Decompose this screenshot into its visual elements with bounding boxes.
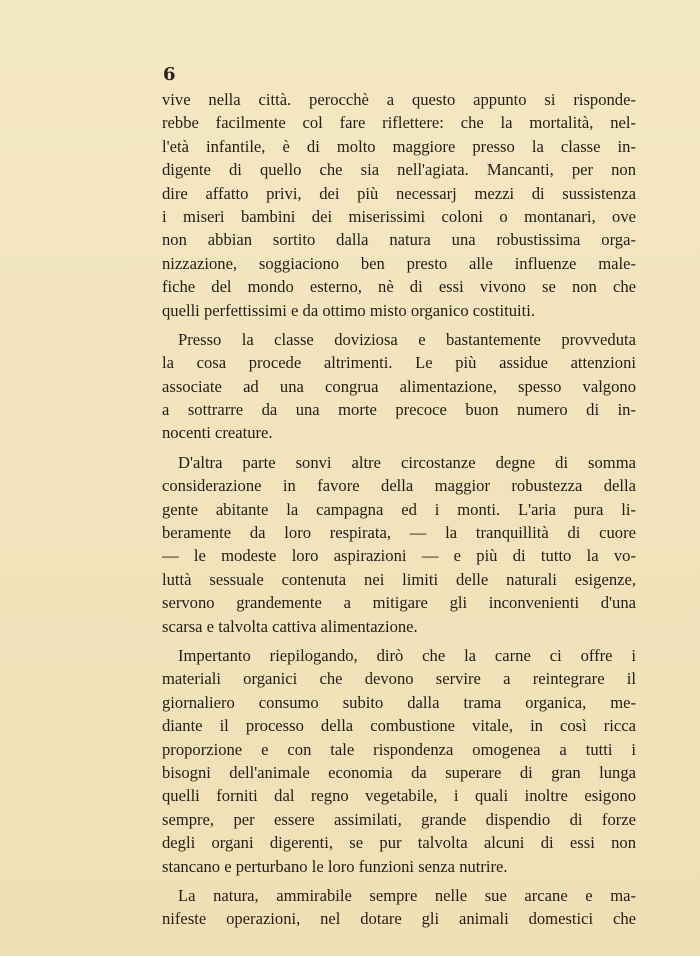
paragraph-5 — [162, 884, 636, 931]
paragraph-1 — [162, 88, 636, 322]
text-line: nifeste operazioni, nel dotare gli animali domestici che — [162, 909, 636, 929]
text-line: quelli perfettissimi e da ottimo misto organico costituiti. — [162, 300, 536, 320]
text-line: associate ad una congrua alimentazione, spesso valgono — [162, 376, 636, 396]
text-line: degli organi digerenti, se pur talvolta alcuni di essi non — [162, 833, 636, 853]
text-line: luttà sessuale contenuta nei limiti delle naturali esigenze, — [162, 569, 636, 589]
text-line: bisogni dell'animale economia da superare di gran lunga — [162, 762, 636, 782]
text-line: a sottrarre da una morte precoce buon numero di in- — [162, 400, 636, 420]
text-line: stancano e perturbano le loro funzioni senza nutrire. — [162, 856, 508, 876]
text-line: la cosa procede altrimenti. Le più assidue attenzioni — [162, 353, 636, 373]
text-line: gente abitante la campagna ed i monti. L'aria pura li- — [162, 499, 636, 519]
text-line: Presso la classe doviziosa e bastantemente provveduta — [178, 329, 636, 349]
text-line: rebbe facilmente col fare riflettere: che la mortalità, nel- — [162, 113, 636, 133]
paragraph-4 — [162, 644, 636, 878]
text-line: dire affatto privi, dei più necessarj mezzi di sussistenza — [162, 183, 636, 203]
text-line: giornaliero consumo subito dalla trama organica, me- — [162, 692, 636, 712]
text-line: materiali organici che devono servire a reintegrare il — [162, 669, 636, 689]
text-line: digente di quello che sia nell'agiata. Mancanti, per non — [162, 160, 636, 180]
paragraph-2 — [162, 328, 636, 445]
text-line: l'età infantile, è di molto maggiore presso la classe in- — [162, 136, 636, 156]
text-line: fiche del mondo esterno, nè di essi vivono se non che — [162, 277, 636, 297]
text-line: nocenti creature. — [162, 423, 273, 443]
text-line: non abbian sortito dalla natura una robustissima orga- — [162, 230, 636, 250]
page-number: 6 — [163, 64, 176, 85]
text-line: servono grandemente a mitigare gli inconvenienti d'una — [162, 593, 636, 613]
text-line: diante il processo della combustione vitale, in così ricca — [162, 716, 636, 736]
paragraph-3 — [162, 451, 636, 638]
text-line: Impertanto riepilogando, dirò che la carne ci offre i — [178, 645, 636, 665]
text-line: D'altra parte sonvi altre circostanze degne di somma — [178, 452, 636, 472]
text-line: proporzione e con tale rispondenza omogenea a tutti i — [162, 739, 636, 759]
text-line: scarsa e talvolta cattiva alimentazione. — [162, 616, 418, 636]
text-line: considerazione in favore della maggior robustezza della — [162, 476, 636, 496]
text-line: vive nella città. perocchè a questo appunto si risponde- — [162, 90, 636, 109]
text-line: i miseri bambini dei miserissimi coloni o montanari, ove — [162, 206, 636, 226]
text-line: quelli forniti dal regno vegetabile, i quali inoltre esigono — [162, 786, 636, 806]
text-line: nizzazione, soggiaciono ben presto alle influenze male- — [162, 253, 636, 273]
text-line: sempre, per essere assimilati, grande dispendio di forze — [162, 809, 636, 829]
body-text — [162, 88, 636, 937]
text-line: beramente da loro respirata, — la tranquillità di cuore — [162, 523, 636, 543]
text-line: La natura, ammirabile sempre nelle sue arcane e ma- — [178, 885, 636, 905]
text-line: — le modeste loro aspirazioni — e più di tutto la vo- — [162, 546, 636, 566]
